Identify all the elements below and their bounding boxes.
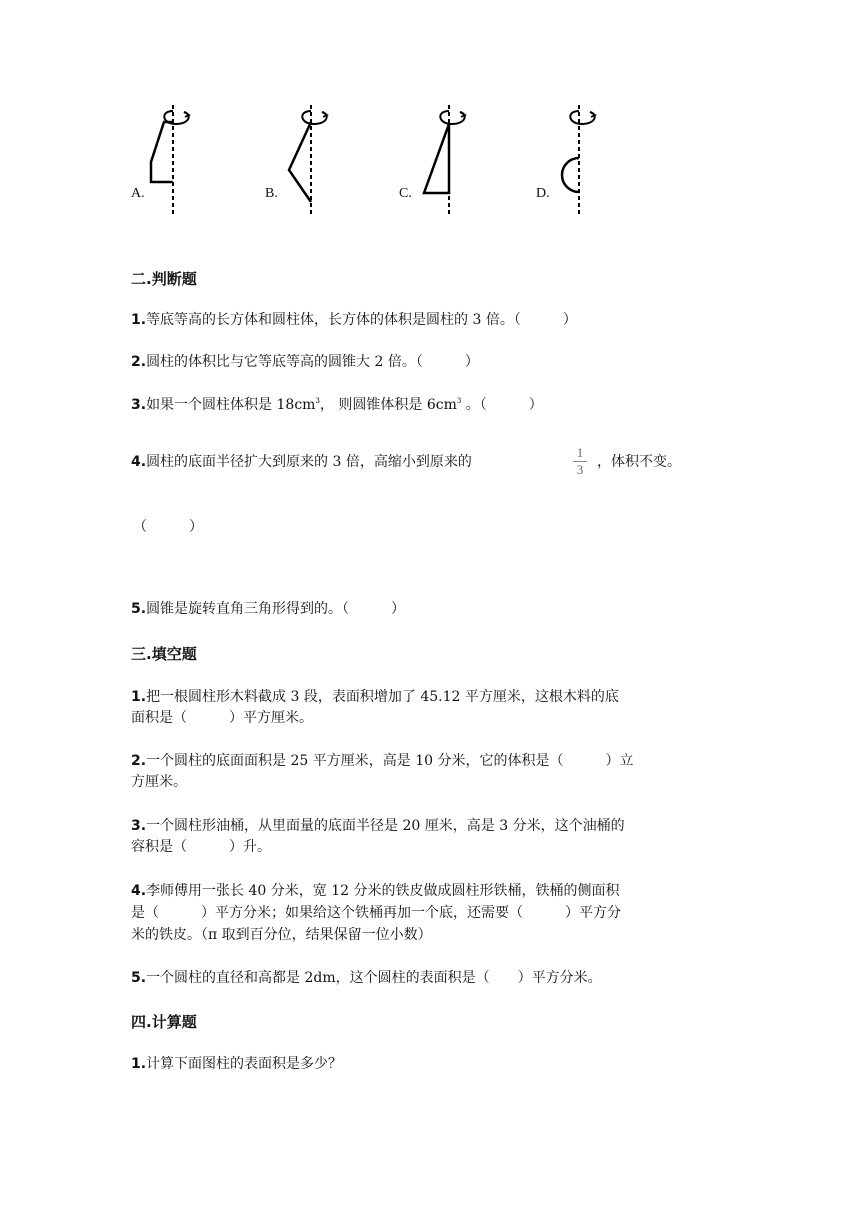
item-number: 1.: [131, 689, 147, 705]
section-4-heading: 四.计算题: [131, 1013, 197, 1031]
superscript: 3: [456, 397, 462, 405]
item-text: 等底等高的长方体和圆柱体，长方体的体积是圆柱的 3 倍。（ ）: [146, 312, 577, 328]
item-text: 圆柱的体积比与它等底等高的圆锥大 2 倍。（ ）: [146, 354, 479, 370]
judge-item-3: [131, 395, 543, 415]
section-3-heading: 三.填空题: [131, 645, 197, 663]
item-text: 一个圆柱的直径和高都是 2dm，这个圆柱的表面积是（ ）平方分米。: [146, 970, 602, 986]
option-a-label: A.: [131, 186, 145, 201]
fraction-denominator: 3: [576, 462, 584, 477]
item-number: 5.: [131, 601, 147, 617]
right-triangle-rotation-icon: [416, 100, 536, 225]
item-text: 圆锥是旋转直角三角形得到的。（ ）: [146, 601, 406, 617]
judge-item-2: [131, 352, 479, 372]
item-number: 5.: [131, 970, 147, 986]
triangle-rotation-icon: [278, 100, 398, 225]
item-text: 。（ ）: [461, 397, 543, 413]
option-d-figure: [546, 100, 666, 225]
fill-item-4: [131, 881, 620, 901]
option-c-label: C.: [399, 186, 412, 201]
option-c-figure: [416, 100, 536, 225]
item-text: 李师傅用一张长 40 分米，宽 12 分米的铁皮做成圆柱形铁桶，铁桶的侧面积: [146, 883, 620, 899]
trapezoid-rotation-icon: [140, 100, 260, 225]
item-text: 把一根圆柱形木料截成 3 段，表面积增加了 45.12 平方厘米，这根木料的底: [146, 689, 619, 705]
item-number: 1.: [131, 312, 147, 328]
fill-item-1: [131, 687, 619, 707]
fill-item-4-line-2: 是（ ）平方分米；如果给这个铁桶再加一个底，还需要（ ）平方分: [131, 905, 621, 921]
item-number: 1.: [131, 1056, 147, 1072]
fill-item-2-line-2: 方厘米。: [131, 774, 187, 790]
item-number: 2.: [131, 354, 147, 370]
fraction-one-third: [573, 446, 587, 477]
option-a-figure: [140, 100, 260, 225]
option-d-label: D.: [536, 186, 550, 201]
fill-item-3-line-2: 容积是（ ）升。: [131, 839, 271, 855]
item-number: 4.: [131, 454, 147, 470]
fill-item-5: [131, 968, 602, 988]
item-text: 一个圆柱形油桶，从里面量的底面半径是 20 厘米，高是 3 分米，这个油桶的: [146, 818, 625, 834]
fill-item-2: [131, 751, 634, 771]
item-text: 一个圆柱的底面面积是 25 平方厘米，高是 10 分米，它的体积是（ ）立: [146, 753, 634, 769]
item-text: 如果一个圆柱体积是 18cm: [146, 397, 316, 413]
option-b-label: B.: [265, 186, 278, 201]
judge-item-4: [131, 452, 472, 472]
judge-item-5: [131, 599, 405, 619]
option-b-figure: [278, 100, 398, 225]
fill-item-4-line-3: 米的铁皮。（π 取到百分位，结果保留一位小数）: [131, 927, 432, 943]
calc-item-1: [131, 1054, 342, 1074]
fraction-numerator: 1: [576, 445, 584, 460]
judge-item-4-answer: （ ）: [133, 519, 203, 535]
section-2-heading: 二.判断题: [131, 270, 197, 288]
item-number: 2.: [131, 753, 147, 769]
item-text: 计算下面图柱的表面积是多少？: [146, 1056, 343, 1072]
fill-item-1-line-2: 面积是（ ）平方厘米。: [131, 710, 313, 726]
item-number: 3.: [131, 818, 147, 834]
judge-item-4-tail: ，体积不变。: [597, 454, 681, 470]
judge-item-1: [131, 310, 577, 330]
semicircle-rotation-icon: [546, 100, 666, 225]
item-number: 3.: [131, 397, 147, 413]
fill-item-3: [131, 816, 625, 836]
superscript: 3: [315, 397, 320, 405]
item-text: ， 则圆锥体积是 6cm: [319, 397, 457, 413]
item-number: 4.: [131, 883, 147, 899]
item-text: 圆柱的底面半径扩大到原来的 3 倍，高缩小到原来的: [146, 454, 472, 470]
